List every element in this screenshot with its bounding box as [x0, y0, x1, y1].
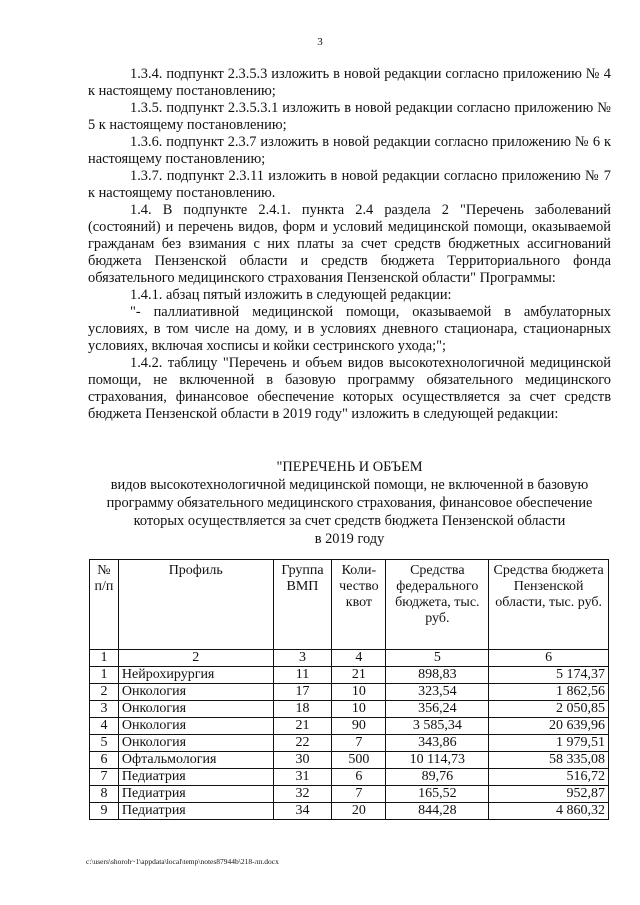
- quota-count-cell: 10: [332, 684, 386, 701]
- vmp-group-cell: 31: [273, 769, 332, 786]
- federal-budget-cell: 356,24: [386, 701, 489, 718]
- column-number: 6: [489, 650, 609, 667]
- quota-count-cell: 7: [332, 735, 386, 752]
- vmp-table: [89, 559, 609, 820]
- paragraph: 1.3.7. подпункт 2.3.11 изложить в новой редакции согласно приложению № 7 к настоящему постановлению.: [88, 168, 611, 201]
- regional-budget-cell: 952,87: [489, 786, 609, 803]
- profile-cell: Педиатрия: [118, 769, 273, 786]
- regional-budget-cell: 1 862,56: [489, 684, 609, 701]
- vmp-group-cell: 18: [273, 701, 332, 718]
- table-row: [90, 667, 609, 684]
- profile-cell: Педиатрия: [118, 786, 273, 803]
- table-heading: [88, 458, 611, 548]
- vmp-group-cell: 30: [273, 752, 332, 769]
- table-header-row: [90, 560, 609, 650]
- federal-budget-cell: 165,52: [386, 786, 489, 803]
- paragraph: 1.4.1. абзац пятый изложить в следующей редакции:: [130, 287, 452, 303]
- federal-budget-cell: 3 585,34: [386, 718, 489, 735]
- row-number: 8: [90, 786, 119, 803]
- federal-budget-cell: 89,76: [386, 769, 489, 786]
- paragraph: 1.3.4. подпункт 2.3.5.3 изложить в новой редакции согласно приложению № 4 к настоящему постановлению;: [88, 66, 611, 99]
- profile-cell: Онкология: [118, 718, 273, 735]
- page-number: 3: [317, 36, 323, 48]
- row-number: 1: [90, 667, 119, 684]
- table-row: [90, 684, 609, 701]
- vmp-group-cell: 17: [273, 684, 332, 701]
- profile-cell: Педиатрия: [118, 803, 273, 820]
- document-body: [88, 66, 611, 423]
- column-header: Коли-чество квот: [332, 560, 386, 650]
- regional-budget-cell: 4 860,32: [489, 803, 609, 820]
- table-row: [90, 769, 609, 786]
- file-path-footer: c:\users\shoroh~1\appdata\local\temp\notes87944b\218-лп.docx: [86, 857, 279, 866]
- column-header: Группа ВМП: [273, 560, 332, 650]
- profile-cell: Онкология: [118, 701, 273, 718]
- regional-budget-cell: 2 050,85: [489, 701, 609, 718]
- regional-budget-cell: 5 174,37: [489, 667, 609, 684]
- quota-count-cell: 21: [332, 667, 386, 684]
- regional-budget-cell: 58 335,08: [489, 752, 609, 769]
- quota-count-cell: 90: [332, 718, 386, 735]
- federal-budget-cell: 898,83: [386, 667, 489, 684]
- table-row: [90, 701, 609, 718]
- quota-count-cell: 6: [332, 769, 386, 786]
- row-number: 6: [90, 752, 119, 769]
- row-number: 4: [90, 718, 119, 735]
- table-row: [90, 718, 609, 735]
- regional-budget-cell: 1 979,51: [489, 735, 609, 752]
- federal-budget-cell: 844,28: [386, 803, 489, 820]
- federal-budget-cell: 343,86: [386, 735, 489, 752]
- column-header: Средства федерального бюджета, тыс. руб.: [386, 560, 489, 650]
- federal-budget-cell: 323,54: [386, 684, 489, 701]
- quota-count-cell: 10: [332, 701, 386, 718]
- profile-cell: Онкология: [118, 735, 273, 752]
- column-number: 1: [90, 650, 119, 667]
- profile-cell: Офтальмология: [118, 752, 273, 769]
- paragraph: 1.3.6. подпункт 2.3.7 изложить в новой редакции согласно приложению № 6 к настоящему постановлению;: [88, 134, 611, 167]
- table-body: [90, 650, 609, 820]
- vmp-group-cell: 32: [273, 786, 332, 803]
- row-number: 5: [90, 735, 119, 752]
- vmp-group-cell: 21: [273, 718, 332, 735]
- row-number: 3: [90, 701, 119, 718]
- table-heading-year: в 2019 году: [314, 531, 385, 547]
- paragraph: "- паллиативной медицинской помощи, оказываемой в амбулаторных условиях, в том числе на дому, и в условиях дневного стационара, стационарных условиях, включая хосписы и койки сестринского ухода;";: [88, 304, 611, 354]
- row-number: 9: [90, 803, 119, 820]
- table-row: [90, 735, 609, 752]
- vmp-group-cell: 34: [273, 803, 332, 820]
- table-row: [90, 786, 609, 803]
- federal-budget-cell: 10 114,73: [386, 752, 489, 769]
- quota-count-cell: 20: [332, 803, 386, 820]
- vmp-group-cell: 11: [273, 667, 332, 684]
- quota-count-cell: 7: [332, 786, 386, 803]
- paragraph: 1.4.2. таблицу "Перечень и объем видов высокотехнологичной медицинской помощи, не включенной в базовую программу обязательного медицинского страхования, финансовое обеспечение которых осуществляется за счет средств бюджета Пензенской области в 2019 году" изложить в следующей редакции:: [88, 355, 611, 422]
- profile-cell: Онкология: [118, 684, 273, 701]
- column-number: 4: [332, 650, 386, 667]
- column-number: 5: [386, 650, 489, 667]
- table-row: [90, 803, 609, 820]
- vmp-group-cell: 22: [273, 735, 332, 752]
- column-header: Средства бюджета Пензенской области, тыс. руб.: [489, 560, 609, 650]
- table-heading-title: "ПЕРЕЧЕНЬ И ОБЪЕМ: [276, 459, 423, 475]
- quota-count-cell: 500: [332, 752, 386, 769]
- column-number: 3: [273, 650, 332, 667]
- paragraph: 1.3.5. подпункт 2.3.5.3.1 изложить в новой редакции согласно приложению № 5 к настоящему постановлению;: [88, 100, 611, 133]
- table-row: [90, 752, 609, 769]
- column-header: № п/п: [90, 560, 119, 650]
- paragraph: 1.4. В подпункте 2.4.1. пункта 2.4 раздела 2 "Перечень заболеваний (состояний) и перечень видов, форм и условий медицинской помощи, оказываемой гражданам без взимания с них платы за счет средств бюджетных ассигнований бюджета Пензенской области и средств бюджета Территориального фонда обязательного медицинского страхования Пензенской области" Программы:: [88, 202, 611, 286]
- regional-budget-cell: 516,72: [489, 769, 609, 786]
- column-number: 2: [118, 650, 273, 667]
- regional-budget-cell: 20 639,96: [489, 718, 609, 735]
- column-header: Профиль: [118, 560, 273, 650]
- table-heading-subtitle: видов высокотехнологичной медицинской помощи, не включенной в базовую программу обязательного медицинского страхования, финансовое обеспечение которых осуществляется за счет средств бюджета Пензенской области: [106, 477, 593, 529]
- row-number: 7: [90, 769, 119, 786]
- column-numbering-row: [90, 650, 609, 667]
- row-number: 2: [90, 684, 119, 701]
- profile-cell: Нейрохирургия: [118, 667, 273, 684]
